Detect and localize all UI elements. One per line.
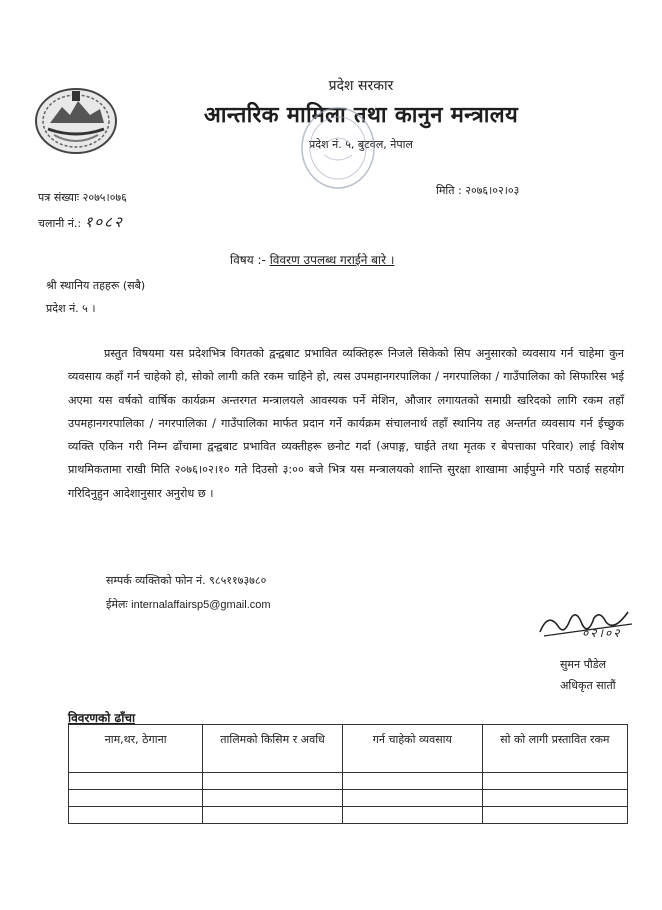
column-header: तालिमको किसिम र अवधि (203, 725, 343, 773)
reference-number (38, 190, 127, 205)
reference-label: पत्र संख्याः (38, 191, 80, 204)
column-header: गर्न चाहेको व्यवसाय (342, 725, 482, 773)
column-header: नाम,थर, ठेगाना (69, 725, 203, 773)
signature-date: ०२।०२ (582, 626, 622, 640)
table-cell (203, 773, 343, 790)
recipient-line-1: श्री स्थानिय तहहरू (सबै) (46, 279, 146, 292)
format-title: विवरणको ढाँचा (68, 711, 136, 725)
subject-text: विवरण उपलब्ध गराईने बारे । (269, 253, 395, 267)
phone-value: ९८५११७३७८० (209, 574, 267, 587)
table-row (69, 807, 628, 824)
date-label: मिति : (436, 184, 462, 197)
date-value: २०७६।०२।०३ (465, 184, 520, 197)
government-title: प्रदेश सरकार (328, 78, 394, 94)
office-seal-stamp (298, 103, 378, 193)
dispatch-value: १०८२ (84, 213, 124, 231)
table-cell (203, 807, 343, 824)
dispatch-number (38, 212, 124, 232)
ministry-title: आन्तरिक मामिला तथा कानुन मन्त्रालय (203, 103, 519, 128)
table-cell (482, 790, 627, 807)
table-row (69, 773, 628, 790)
email-label: ईमेलः (106, 598, 128, 611)
table-cell (69, 773, 203, 790)
phone-label: सम्पर्क व्यक्तिको फोन नं. (106, 574, 206, 587)
reference-value: २०७५।०७६ (82, 191, 127, 204)
column-header: सो को लागी प्रस्तावित रकम (482, 725, 627, 773)
table-cell (69, 790, 203, 807)
table-cell (69, 807, 203, 824)
signer-name: सुमन पौडेल (560, 658, 607, 671)
table-cell (342, 790, 482, 807)
contact-phone (106, 573, 266, 588)
table-cell (342, 773, 482, 790)
email-value[interactable]: internalaffairsp5@gmail.com (131, 599, 271, 611)
table-cell (482, 773, 627, 790)
letter-date (436, 183, 519, 198)
table-cell (203, 790, 343, 807)
table-header-row (69, 725, 628, 773)
table-cell (482, 807, 627, 824)
format-table (68, 724, 628, 824)
table-row (69, 790, 628, 807)
dispatch-label: चलानी नं.: (38, 217, 82, 230)
ministry-address: प्रदेश नं. ५, बुटवल, नेपाल (309, 138, 413, 151)
contact-email (106, 597, 271, 612)
signer-designation: अधिकृत सातौं (560, 679, 616, 692)
table-cell (342, 807, 482, 824)
subject-line (230, 251, 394, 268)
letter-body: प्रस्तुत विषयमा यस प्रदेशभित्र विगतको द्वन्द्वबाट प्रभावित व्यक्तिहरू निजले सिकेको सिप अनुसारको व्यवसाय गर्न चाहेमा कुन व्यवसाय कहाँ गर्न चाहेको हो, सोको लागी कति रकम चाहिने हो, त्यस उपमहानगरपालिका / नगरपालिका / गाउँपालिका को सिफारिस भई अएमा यस वर्षको वार्षिक कार्यक्रम अन्तरगत मन्त्रालयले आवस्यक पर्ने मेशिन, औजार लगायतको समाग्री खरिदको लागि रकम तहाँ उपमहानगरपालिका / नगरपालिका / गाउँपालिका मार्फत प्रदान गर्ने कार्यक्रम संचालनार्थ तहाँ स्थानिय तह अन्तर्गत व्यवसाय गर्न ईच्छुक व्यक्ति एकिन गरी निम्न ढाँचामा द्वन्द्वबाट प्रभावित व्यक्तीहरू छनोट गर्दा (अपाङ्ग, घाईते तथा मृतक र बेपत्ताका परिवार) लाई विशेष प्राथमिकतामा राखी मिति २०७६।०२।१० गते दिउसो ३:०० बजे भित्र यस मन्त्रालयको शान्ति सुरक्षा शाखामा आईपुग्ने गरि पठाई सहयोग गरिदिनुहुन आदेशानुसार अनुरोध छ । (68, 347, 624, 500)
subject-label: विषय :- (230, 253, 266, 267)
recipient-line-2: प्रदेश नं. ५ । (46, 302, 96, 315)
